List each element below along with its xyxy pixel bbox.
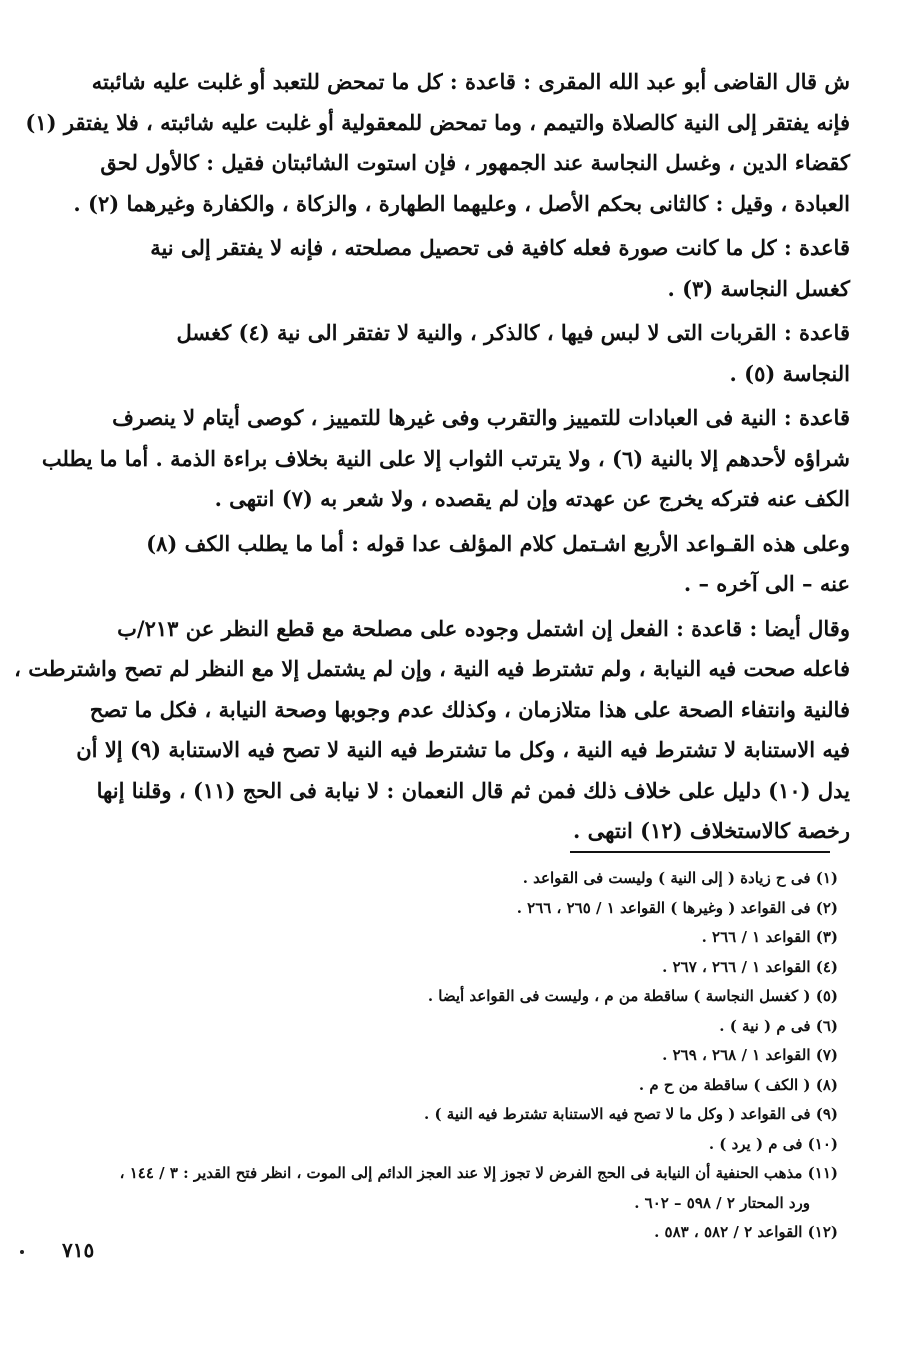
footnote: (٣) القواعد ١ / ٢٦٦ . [701,928,838,946]
text-line: العبادة ، وقيل : كالثانى بحكم الأصل ، وعليهما الطهارة ، والزكاة ، والكفارة وغيرهما (٢) . [73,190,850,216]
text-line: كقضاء الدين ، وغسل النجاسة عند الجمهور ، فإن استوت الشائبتان فقيل : كالأول لحق [100,150,850,175]
footnote: (٤) القواعد ١ / ٢٦٦ ، ٢٦٧ . [662,957,838,976]
paragraph-rule-5 [14,609,850,852]
text-line: كغسل النجاسة (٣) . [667,275,850,301]
paragraph-rule-2 [70,228,850,309]
footnote: (١١) مذهب الحنفية أن النيابة فى الحج الفرض لا تجوز إلا عند العجز الدائم إلى الموت ، انظر فتح القدير : ٣ / ١٤٤ ، [119,1164,838,1182]
main-text [14,62,850,856]
paragraph-commentary [70,524,850,605]
footnote: (٩) فى القواعد ( وكل ما لا تصح فيه الاستنابة تشترط فيه النية ) . [424,1105,838,1123]
footnote: (١٠) فى م ( يرد ) . [708,1134,838,1153]
footnote: (٦) فى م ( نية ) . [719,1016,838,1035]
footnote: (١) فى ح زيادة ( إلى النية ) وليست فى القواعد . [522,869,838,887]
text-line: الكف عنه فتركه يخرج عن عهدته وإن لم يقصده ، ولا شعر به (٧) انتهى . [214,486,850,511]
paragraph-rule-1 [25,62,850,224]
footnotes [70,864,838,1248]
text-line: عنه – الى آخره – . [683,571,850,596]
text-line: وعلى هذه القـواعد الأربع اشـتمل كلام المؤلف عدا قوله : أما ما يطلب الكف (٨) [146,530,850,556]
footnote: (٥) ( كغسل النجاسة ) ساقطة من م ، وليست فى القواعد أيضا . [427,987,838,1005]
footnote-separator [570,851,830,853]
text-line: فاعله صحت فيه النيابة ، ولم تشترط فيه النية ، وإن لم يشتمل إلا مع النظر لم تصح واشترطت ، [14,656,850,681]
margin-dot [20,1250,24,1254]
text-line: قاعدة : القربات التى لا لبس فيها ، كالذكر ، والنية لا تفتقر الى نية (٤) كغسل [176,320,850,345]
text-line: النجاسة (٥) . [729,360,850,386]
text-line: شراؤه لأحدهم إلا بالنية (٦) ، ولا يترتب الثواب إلا على النية بخلاف براءة الذمة . أما ما يطلب [41,445,850,471]
text-line: ش قال القاضى أبو عبد الله المقرى : قاعدة : كل ما تمحض للتعبد أو غلبت عليه شائبته [91,69,850,94]
text-line: فالنية وانتفاء الصحة على هذا متلازمان ، وكذلك عدم وجوبها وصحة النيابة ، فكل ما تصح [89,696,850,722]
footnote: (٢) فى القواعد ( وغيرها ) القواعد ١ / ٢٦٥ ، ٢٦٦ . [516,898,838,917]
page-number: ٧١٥ [62,1238,95,1262]
text-line: قاعدة : النية فى العبادات للتمييز والتقرب وفى غيرها للتمييز ، كوصى أيتام لا ينصرف [112,405,850,430]
text-line: فيه الاستنابة لا تشترط فيه النية ، وكل ما تشترط فيه النية لا تصح فيه الاستنابة (٩) إلا أن [76,737,850,762]
footnote: (١٢) القواعد ٢ / ٥٨٢ ، ٥٨٣ . [654,1223,838,1241]
text-line: يدل (١٠) دليل على خلاف ذلك فمن ثم قال النعمان : لا نيابة فى الحج (١١) ، وقلنا إنها [96,777,850,803]
text-line: رخصة كالاستخلاف (١٢) انتهى . [573,818,850,843]
footnote: (٨) ( الكف ) ساقطة من ح م . [638,1075,838,1094]
footnote-continuation: ورد المحتار ٢ / ٥٩٨ – ٦٠٢ . [634,1193,810,1212]
text-line: قاعدة : كل ما كانت صورة فعله كافية فى تحصيل مصلحته ، فإنه لا يفتقر إلى نية [150,235,850,260]
text-line: فإنه يفتقر إلى النية كالصلاة والتيمم ، وما تمحض للمعقولية أو غلبت عليه شائبته ، فلا يفتقر (١) [25,109,850,135]
paragraph-rule-3 [70,313,850,394]
footnote: (٧) القواعد ١ / ٢٦٨ ، ٢٦٩ . [662,1046,838,1064]
paragraph-rule-4 [41,398,850,520]
text-line: وقال أيضا : قاعدة : الفعل إن اشتمل وجوده على مصلحة مع قطع النظر عن ٢١٣/ب [117,615,850,641]
